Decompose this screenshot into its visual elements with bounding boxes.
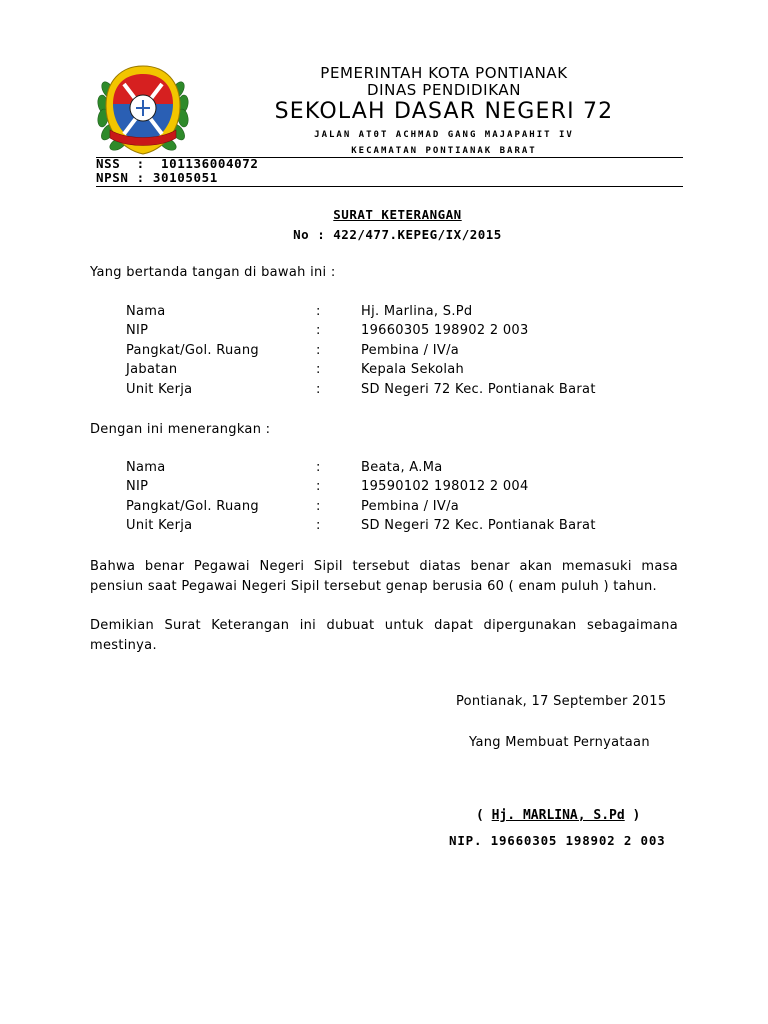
field-colon: : <box>316 362 321 377</box>
field-value: Kepala Sekolah <box>361 362 465 377</box>
field-label: NIP <box>126 479 149 494</box>
address-line-2: KECAMATAN PONTIANAK BARAT <box>351 146 537 156</box>
field-colon: : <box>316 343 321 358</box>
field-colon: : <box>316 479 321 494</box>
field-label: Pangkat/Gol. Ruang <box>126 499 259 514</box>
field-value: SD Negeri 72 Kec. Pontianak Barat <box>361 382 596 397</box>
kota-pontianak-emblem <box>96 60 190 158</box>
signatory-name-text: Hj. MARLINA, S.Pd <box>491 808 625 823</box>
letterhead-rule-bottom <box>96 186 683 187</box>
field-label: Jabatan <box>126 362 178 377</box>
letter-number: No : 422/477.KEPEG/IX/2015 <box>293 227 502 242</box>
place-date: Pontianak, 17 September 2015 <box>456 694 667 709</box>
field-value: Pembina / IV/a <box>361 499 460 514</box>
nss-number: NSS : 101136004072 <box>96 156 259 171</box>
signatory-name-close: ) <box>624 808 641 823</box>
field-value: Hj. Marlina, S.Pd <box>361 304 473 319</box>
maker-label: Yang Membuat Pernyataan <box>469 735 650 750</box>
signatory-nip: NIP. 19660305 198902 2 003 <box>449 833 666 848</box>
letterhead-line-1: PEMERINTAH KOTA PONTIANAK <box>320 64 568 82</box>
address-line-1: JALAN AT0T ACHMAD GANG MAJAPAHIT IV <box>314 130 574 140</box>
field-value: 19660305 198902 2 003 <box>361 323 529 338</box>
letter-title: SURAT KETERANGAN <box>333 207 462 222</box>
field-colon: : <box>316 323 321 338</box>
field-label: Unit Kerja <box>126 382 193 397</box>
field-value: Beata, A.Ma <box>361 460 443 475</box>
field-label: Nama <box>126 460 166 475</box>
field-label: NIP <box>126 323 149 338</box>
field-colon: : <box>316 382 321 397</box>
closing-paragraph <box>90 616 678 656</box>
field-colon: : <box>316 460 321 475</box>
closing-line-1: Demikian Surat Keterangan ini dubuat untuk dapat dipergunakan sebagaimana <box>90 618 678 633</box>
field-value: Pembina / IV/a <box>361 343 460 358</box>
field-colon: : <box>316 518 321 533</box>
letterhead-line-2: DINAS PENDIDIKAN <box>366 81 522 99</box>
school-name: SEKOLAH DASAR NEGERI 72 <box>274 99 614 124</box>
npsn-number: NPSN : 30105051 <box>96 170 218 185</box>
signatory-name-open: ( <box>476 808 492 823</box>
statement-line-1: Bahwa benar Pegawai Negeri Sipil tersebut diatas benar akan memasuki masa <box>90 559 678 574</box>
signatory-name <box>476 808 640 823</box>
field-label: Nama <box>126 304 166 319</box>
declare-text: Dengan ini menerangkan : <box>90 422 271 437</box>
field-value: 19590102 198012 2 004 <box>361 479 529 494</box>
statement-paragraph <box>90 557 678 597</box>
field-label: Pangkat/Gol. Ruang <box>126 343 259 358</box>
field-label: Unit Kerja <box>126 518 193 533</box>
closing-line-2: mestinya. <box>90 638 157 653</box>
intro-text: Yang bertanda tangan di bawah ini : <box>90 265 336 280</box>
statement-line-2: pensiun saat Pegawai Negeri Sipil tersebut genap berusia 60 ( enam puluh ) tahun. <box>90 579 657 594</box>
field-colon: : <box>316 304 321 319</box>
field-colon: : <box>316 499 321 514</box>
field-value: SD Negeri 72 Kec. Pontianak Barat <box>361 518 596 533</box>
